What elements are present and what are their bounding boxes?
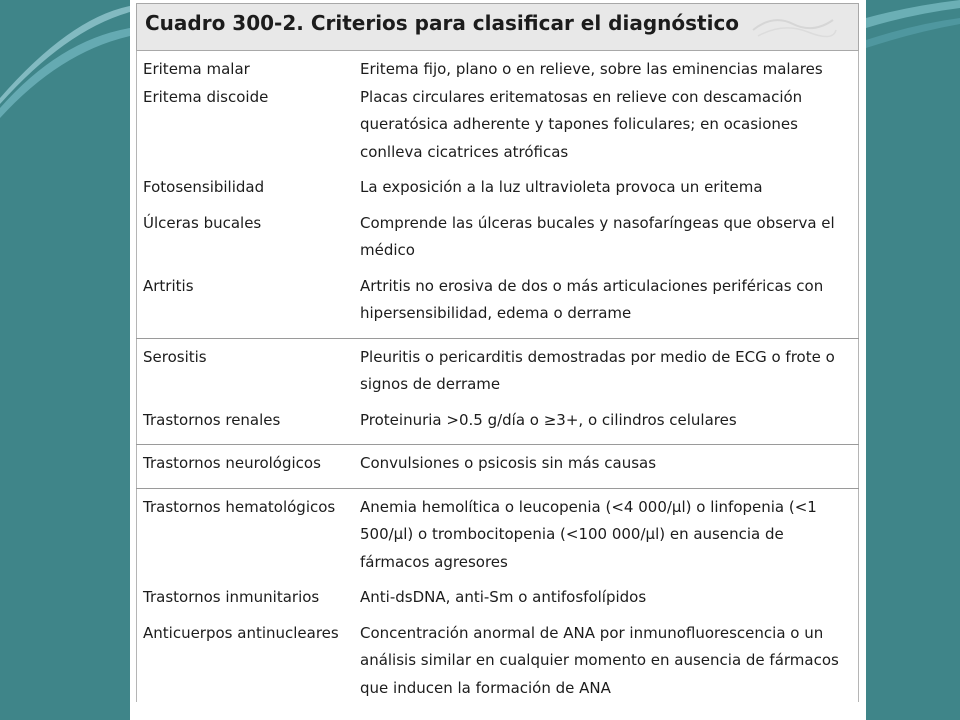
- table-caption-text: Cuadro 300-2. Criterios para clasificar el diagnóstico: [145, 11, 740, 35]
- table-row: [137, 488, 859, 584]
- table-row: [137, 584, 859, 620]
- criterion-description: Artritis no erosiva de dos o más articulaciones periféricas con hipersensibilidad, edema o derrame: [360, 276, 824, 322]
- caption-watermark-decor: [748, 10, 838, 40]
- criterion-term: Anticuerpos antinucleares: [143, 623, 339, 642]
- table-row: [137, 620, 859, 703]
- criterion-description: Anemia hemolítica o leucopenia (<4 000/μl) o linfopenia (<1 500/μl) o trombocitopenia (<100 000/μl) en ausencia de fármacos agresores: [360, 488, 859, 584]
- table-row: [137, 273, 859, 339]
- criterion-description: Comprende las úlceras bucales y nasofaríngeas que observa el médico: [360, 213, 835, 259]
- table-row: [137, 84, 859, 175]
- table-row: [137, 407, 859, 445]
- criterion-term: Eritema discoide: [143, 87, 269, 106]
- criterion-description: Concentración anormal de ANA por inmunofluorescencia o un análisis similar en cualquier momento en ausencia de fármacos que inducen la formación de ANA: [360, 623, 839, 697]
- criterion-term: Eritema malar: [143, 60, 250, 78]
- table-row: [137, 445, 859, 489]
- table-row: [137, 51, 859, 84]
- table-caption-row: [137, 4, 859, 51]
- table-caption: [137, 4, 859, 51]
- criterion-description: Placas circulares eritematosas en relieve con descamación queratósica adherente y tapones foliculares; en ocasiones conlleva cicatrices atróficas: [360, 87, 803, 161]
- criterion-description: Convulsiones o psicosis sin más causas: [360, 445, 859, 489]
- criterion-term: Artritis: [143, 276, 194, 295]
- table-row: [137, 174, 859, 210]
- criterion-description: Anti-dsDNA, anti-Sm o antifosfolípidos: [360, 588, 647, 606]
- criterion-term: Úlceras bucales: [143, 213, 262, 232]
- slide-content-panel: [130, 0, 866, 720]
- criterion-term: Trastornos hematológicos: [137, 488, 361, 584]
- table-row: [137, 210, 859, 273]
- criterion-term: Fotosensibilidad: [143, 178, 265, 196]
- criterion-term: Serositis: [137, 338, 361, 407]
- criteria-table: [136, 3, 859, 702]
- criterion-term: Trastornos inmunitarios: [143, 588, 320, 606]
- criterion-description: La exposición a la luz ultravioleta provoca un eritema: [360, 178, 763, 196]
- criterion-description: Eritema fijo, plano o en relieve, sobre las eminencias malares: [360, 60, 823, 78]
- criterion-term: Trastornos renales: [143, 410, 281, 429]
- criterion-term: Trastornos neurológicos: [137, 445, 361, 489]
- criterion-description: Pleuritis o pericarditis demostradas por medio de ECG o frote o signos de derrame: [360, 338, 859, 407]
- table-row: [137, 338, 859, 407]
- criterion-description: Proteinuria >0.5 g/día o ≥3+, o cilindros celulares: [360, 410, 737, 429]
